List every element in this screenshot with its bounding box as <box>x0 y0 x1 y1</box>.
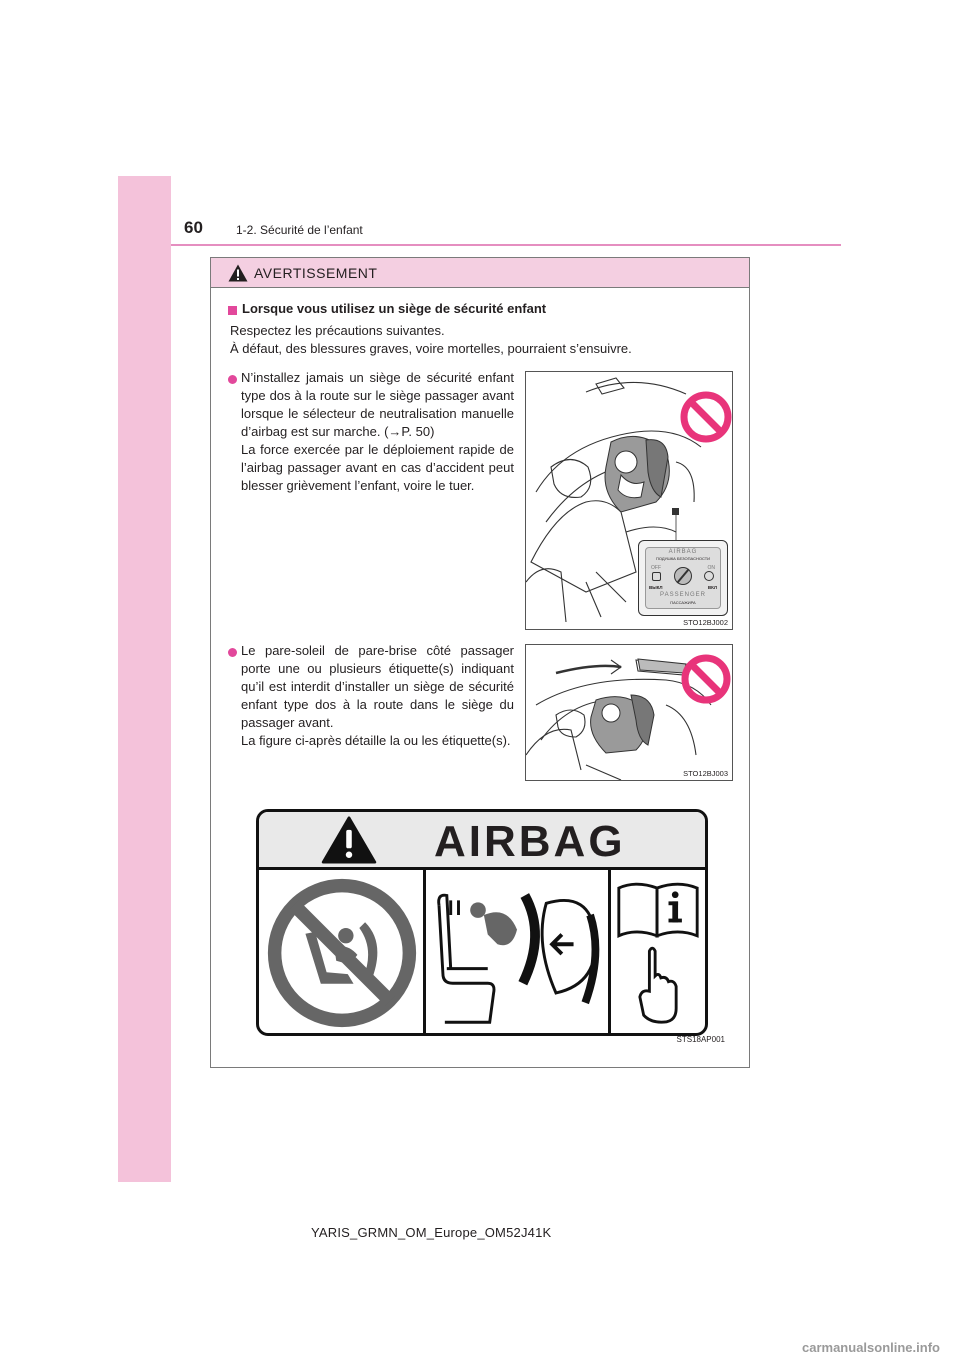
read-manual-icon <box>615 874 701 1032</box>
watermark: carmanualsonline.info <box>802 1340 940 1355</box>
child-seat-on-icon <box>704 571 714 581</box>
prohibition-sign-icon <box>685 658 727 700</box>
warning-box <box>210 257 750 1068</box>
warning-triangle-icon <box>228 264 248 282</box>
bullet-2-text: Le pare-soleil de pare-brise côté passager porte une ou plusieurs étiquette(s) indiquant qu’il est interdit d’installer un siège de sécurité enfant type dos à la route dans le siège du passager avant. La figure ci-après détaille la ou les étiquette(s). <box>241 643 514 748</box>
page-number: 60 <box>184 218 203 237</box>
warning-header <box>211 258 749 288</box>
airbag-warning-label <box>256 809 708 1036</box>
figure-code: STO12BJ002 <box>683 618 728 627</box>
warning-intro: Respectez les précautions suivantes. À défaut, des blessures graves, voire mortelles, pourraient s’ensuivre. <box>230 323 632 356</box>
figure-code: STO12BJ003 <box>683 769 728 778</box>
label-code: STS18AP001 <box>676 1035 725 1044</box>
airbag-deploy-icon <box>429 876 605 1032</box>
bullet-dot-icon <box>228 375 237 384</box>
prohibition-sign-icon <box>684 395 728 439</box>
label-title: AIRBAG <box>434 817 626 866</box>
section-title: 1-2. Sécurité de l’enfant <box>236 223 363 237</box>
rotary-switch-icon <box>674 567 692 585</box>
warning-triangle-icon <box>321 816 377 864</box>
warning-title: AVERTISSEMENT <box>254 265 378 281</box>
no-rear-facing-seat-icon <box>265 874 419 1032</box>
document-id: YARIS_GRMN_OM_Europe_OM52J41K <box>311 1225 552 1240</box>
bullet-dot-icon <box>228 648 237 657</box>
header-rule <box>171 244 841 246</box>
heading-square-icon <box>228 306 237 315</box>
sun-visor-illustration <box>526 645 732 780</box>
chapter-sidebar <box>118 176 171 1182</box>
arrow-ref: → <box>388 424 402 439</box>
warning-heading: Lorsque vous utilisez un siège de sécurité enfant <box>242 301 547 316</box>
figure-sun-visor-label <box>525 644 733 781</box>
bullet-1-text: N’installez jamais un siège de sécurité enfant type dos à la route sur le siège passager avant lorsque le sélecteur de neutralisation manuelle d’airbag est sur marche. (→P. 50) La force exercée par le déploiement rapide de l’airbag passager avant en cas d’accident peut blesser grièvement l’enfant, voire le tuer. <box>241 370 514 493</box>
child-seat-off-icon <box>652 572 661 581</box>
airbag-switch-panel: AIRBAG ПОДУШКА БЕЗОПАСНОСТИ OFF ON ВЫКЛ ВКЛ PASSENGER ПАССАЖИРА <box>638 540 728 616</box>
figure-child-seat-passenger <box>525 371 733 630</box>
label-banner <box>259 812 705 870</box>
